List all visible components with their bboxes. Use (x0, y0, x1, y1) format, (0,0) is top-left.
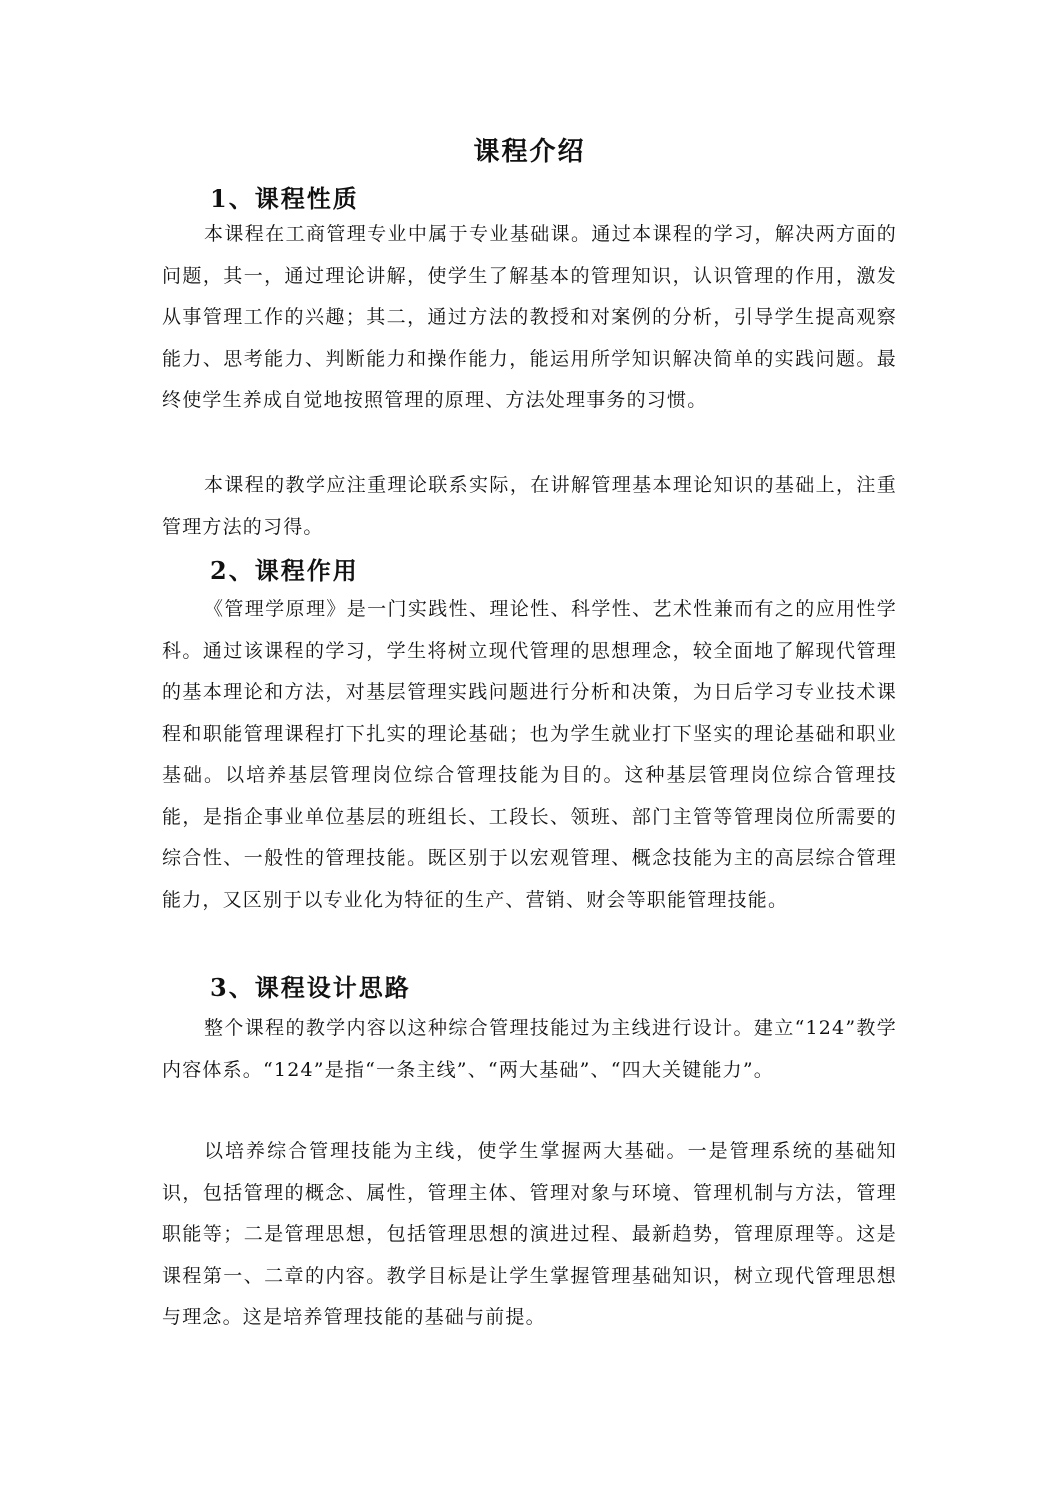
section-nature-paragraph-1: 本课程在工商管理专业中属于专业基础课。通过本课程的学习，解决两方面的问题，其一，通过理论讲解，使学生了解基本的管理知识，认识管理的作用，激发从事管理工作的兴趣；其二，通过方法的教授和对案例的分析，引导学生提高观察能力、思考能力、判断能力和操作能力，能运用所学知识解决简单的实践问题。最终使学生养成自觉地按照管理的原理、方法处理事务的习惯。 (162, 223, 897, 411)
section-heading-role: 2、课程作用 (210, 556, 359, 585)
page-title: 课程介绍 (473, 137, 586, 167)
section-design-paragraph-1: 整个课程的教学内容以这种综合管理技能过为主线进行设计。建立“124”教学内容体系。“124”是指“一条主线”、“两大基础”、“四大关键能力”。 (162, 1017, 897, 1081)
section-heading-nature: 1、课程性质 (210, 184, 359, 213)
section-heading-design: 3、课程设计思路 (210, 973, 411, 1002)
section-design-paragraph-2: 以培养综合管理技能为主线，使学生掌握两大基础。一是管理系统的基础知识，包括管理的概念、属性，管理主体、管理对象与环境、管理机制与方法，管理职能等；二是管理思想，包括管理思想的演进过程、最新趋势，管理原理等。这是课程第一、二章的内容。教学目标是让学生掌握管理基础知识，树立现代管理思想与理念。这是培养管理技能的基础与前提。 (162, 1140, 897, 1328)
section-nature-paragraph-2: 本课程的教学应注重理论联系实际，在讲解管理基本理论知识的基础上，注重管理方法的习得。 (162, 474, 897, 538)
section-role-paragraph-1: 《管理学原理》是一门实践性、理论性、科学性、艺术性兼而有之的应用性学科。通过该课程的学习，学生将树立现代管理的思想理念，较全面地了解现代管理的基本理论和方法，对基层管理实践问题进行分析和决策，为日后学习专业技术课程和职能管理课程打下扎实的理论基础；也为学生就业打下坚实的理论基础和职业基础。以培养基层管理岗位综合管理技能为目的。这种基层管理岗位综合管理技能，是指企事业单位基层的班组长、工段长、领班、部门主管等管理岗位所需要的综合性、一般性的管理技能。既区别于以宏观管理、概念技能为主的高层综合管理能力，又区别于以专业化为特征的生产、营销、财会等职能管理技能。 (162, 598, 897, 911)
